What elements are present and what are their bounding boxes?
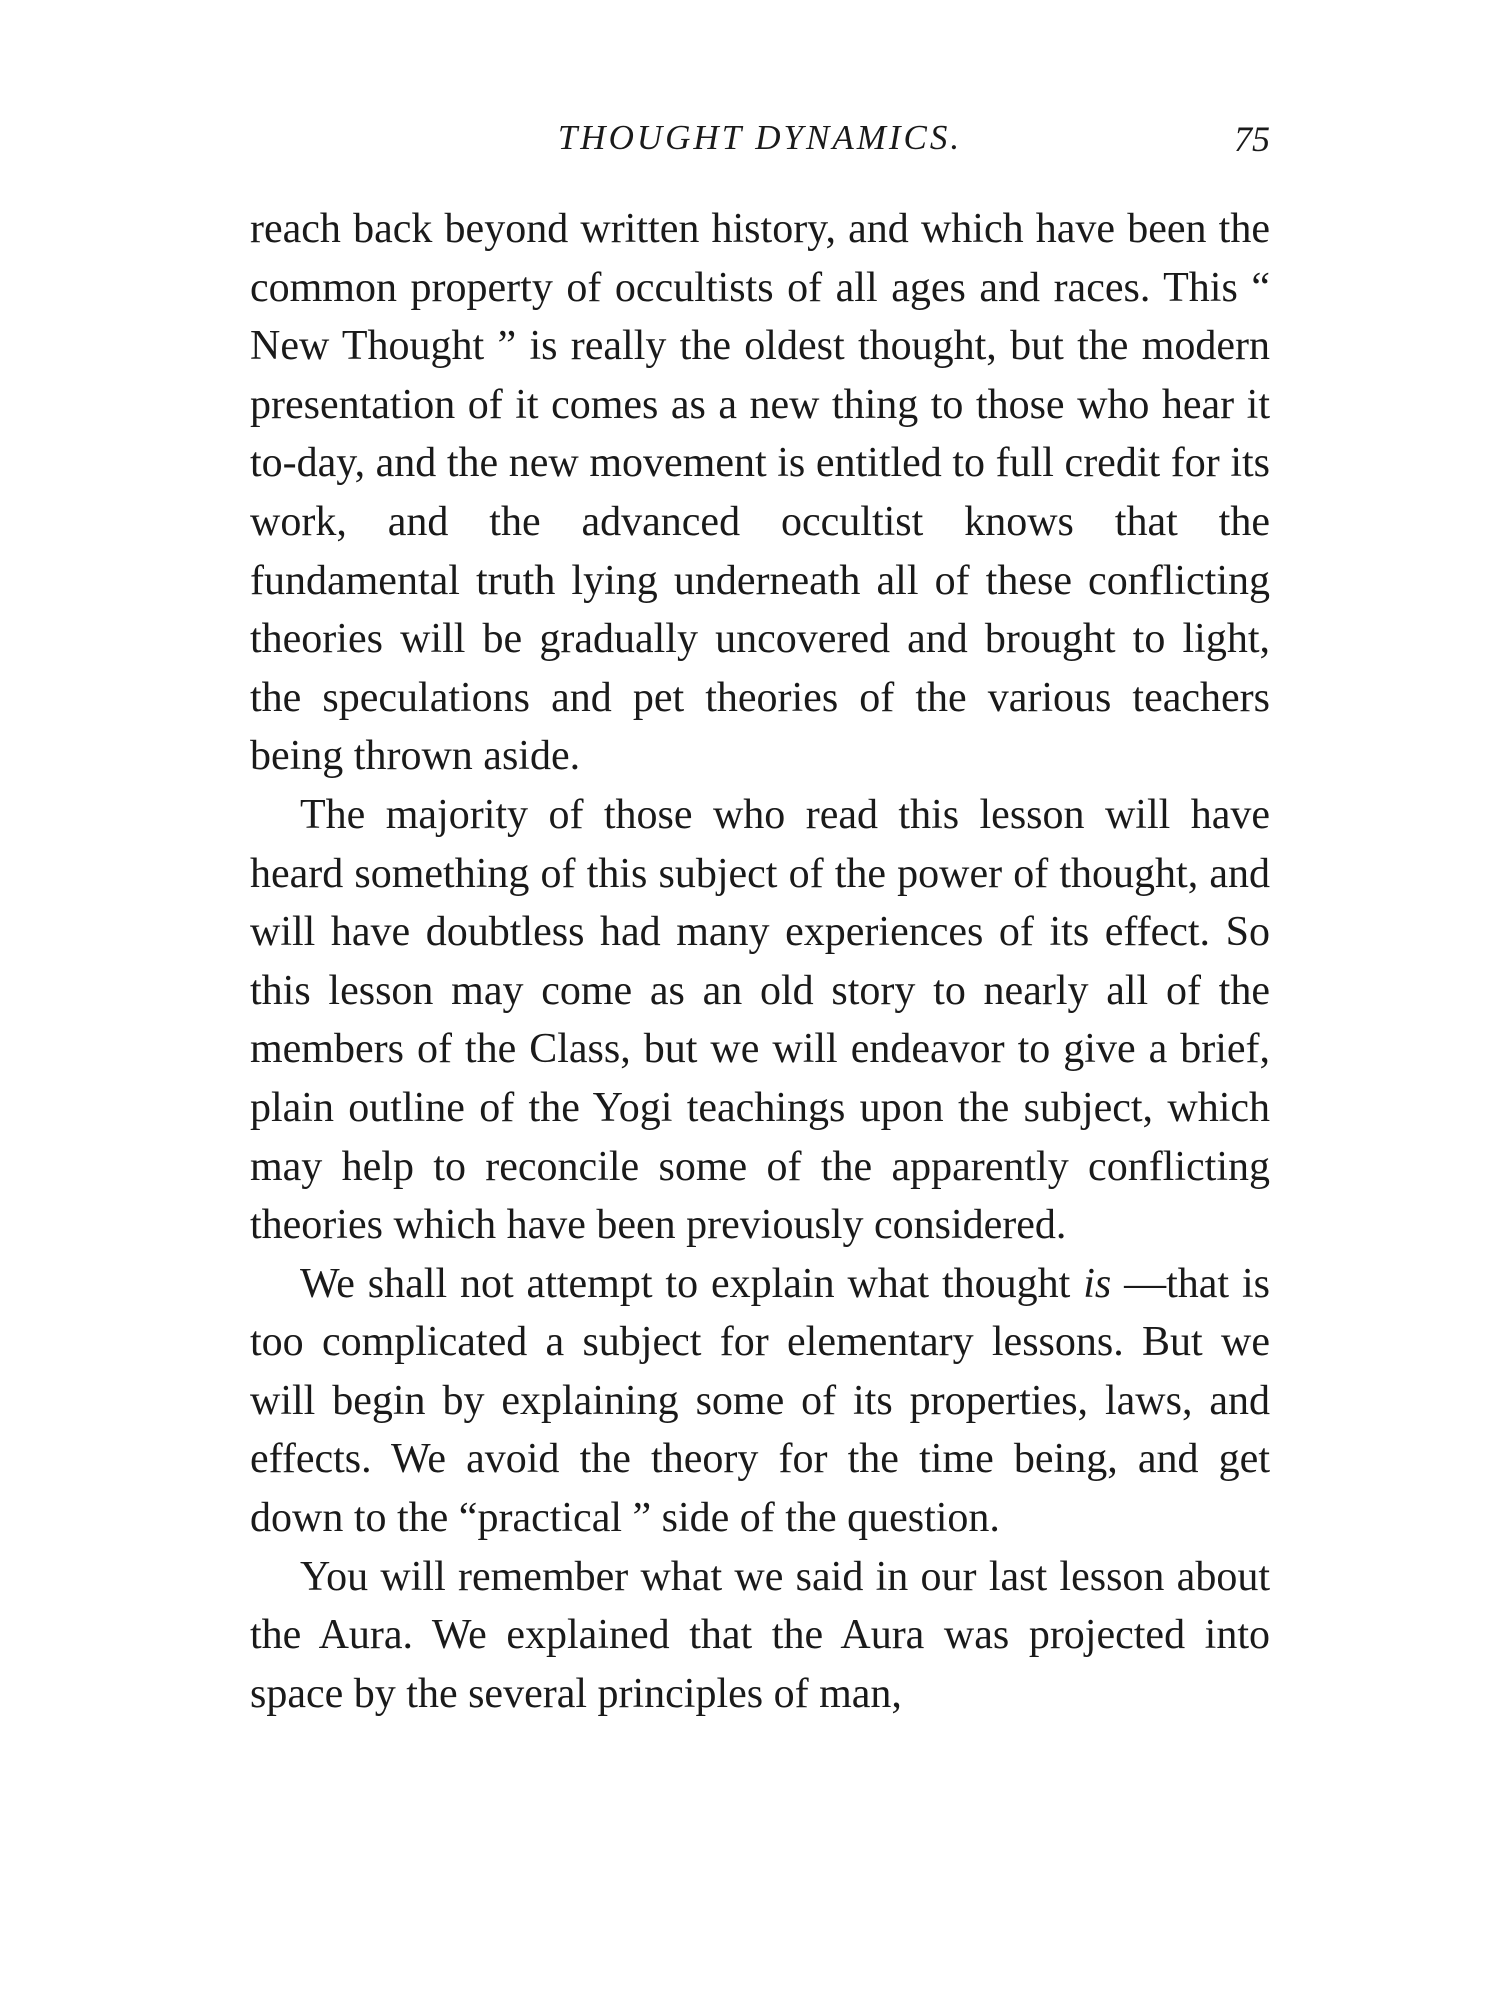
running-head	[250, 118, 1270, 168]
paragraph-2: The majority of those who read this lesson will have heard something of this subject of the power of thought, and will have doubtless had many experiences of its effect. So this lesson may come as an old story to nearly all of the members of the Class, but we will endeavor to give a brief, plain outline of the Yogi teachings upon the subject, which may help to reconcile some of the apparently conflicting theories which have been previously considered.	[250, 791, 1270, 1249]
page-number: 75	[1234, 119, 1270, 159]
paragraph-3-after: —that is too complicated a subject for elementary lessons. But we will begin by explaining some of its properties, laws, and effects. We avoid the theory for the time being, and get down to the “practical ” side of the question.	[250, 1260, 1270, 1542]
paragraph-4: You will remember what we said in our last lesson about the Aura. We explained that the Aura was projected into space by the several principles of man,	[250, 1553, 1270, 1717]
paragraph-3-before: We shall not attempt to explain what thought	[300, 1260, 1084, 1307]
running-title: THOUGHT DYNAMICS.	[557, 118, 963, 157]
paragraph-3-emphasis: is	[1083, 1260, 1112, 1307]
paragraph-1: reach back beyond written history, and which have been the common property of occultists of all ages and races. This “ New Thought ” is really the oldest thought, but the modern presentation of it comes as a new thing to those who hear it to-day, and the new movement is entitled to full credit for its work, and the advanced occultist knows that the fundamental truth lying underneath all of these conflicting theories will be gradually uncovered and brought to light, the speculations and pet theories of the various teachers being thrown aside.	[250, 206, 1270, 780]
body-text	[250, 200, 1270, 1723]
paragraph-3	[250, 1255, 1270, 1548]
